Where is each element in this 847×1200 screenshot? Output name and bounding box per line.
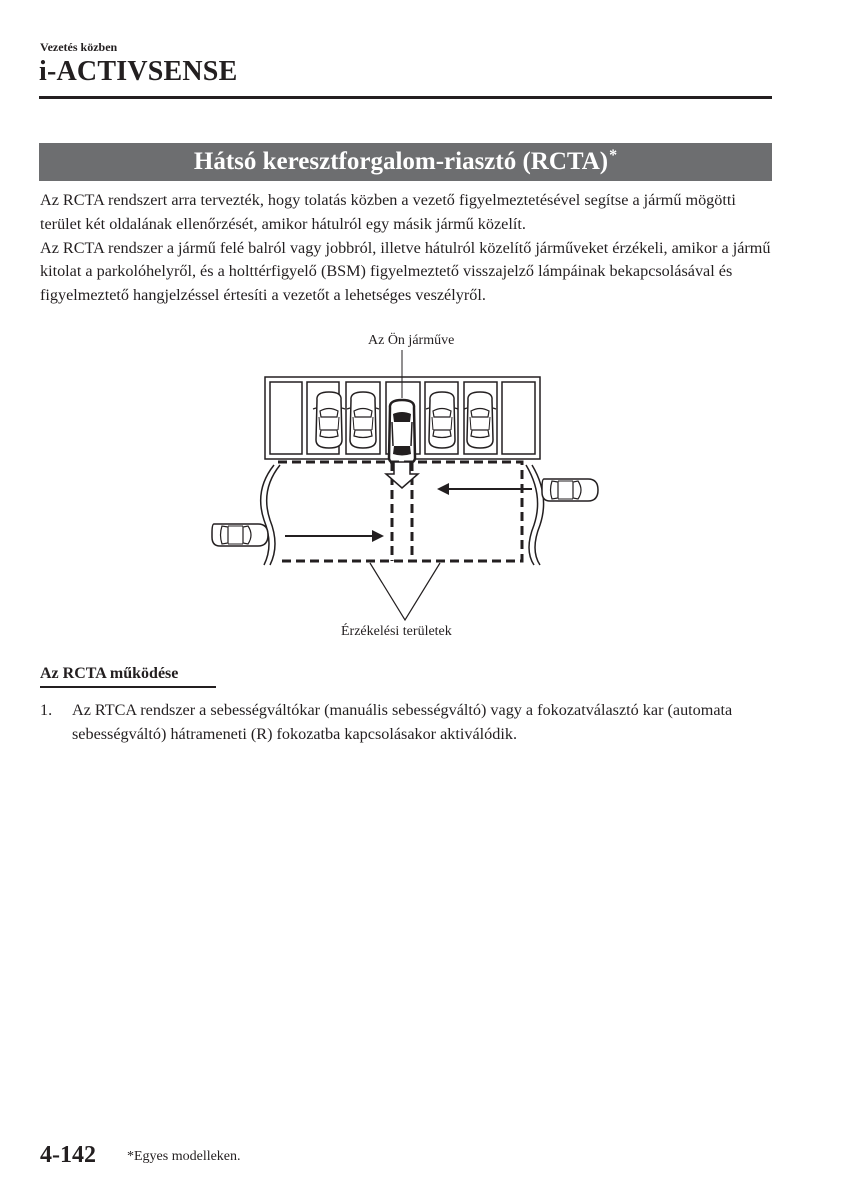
section-label: Vezetés közben	[40, 40, 118, 54]
operation-heading: Az RCTA működése	[40, 665, 179, 682]
road-edge-left	[261, 465, 274, 565]
banner-asterisk: *	[609, 147, 618, 164]
intro-paragraph: Az RCTA rendszert arra tervezték, hogy tolatás közben a vezető figyelmeztetésével segítse a jármű mögötti terület két oldalának ellenőrzését, amikor hátulról egy másik jármű közelít.	[40, 191, 736, 233]
chapter-title: i-ACTIVSENSE	[39, 56, 238, 87]
parked-car	[347, 392, 379, 448]
parked-car	[313, 392, 345, 448]
chapter-divider	[39, 96, 772, 99]
intro-text	[40, 189, 775, 308]
parking-lot-illustration	[200, 330, 620, 650]
section-banner	[39, 143, 772, 181]
parked-car	[426, 392, 458, 448]
detection-area-pointer	[370, 563, 440, 620]
parked-car	[464, 392, 496, 448]
approaching-car-right	[542, 479, 598, 501]
road-edge-right	[526, 465, 538, 565]
page-number: 4-142	[40, 1142, 96, 1168]
own-vehicle	[389, 400, 415, 464]
footnote: *Egyes modelleken.	[127, 1149, 241, 1164]
arrowhead	[437, 483, 449, 495]
banner-title: Hátsó keresztforgalom-riasztó (RCTA)	[193, 148, 609, 175]
arrowhead	[372, 530, 384, 542]
intro-paragraph: Az RCTA rendszer a jármű felé balról vagy jobbról, illetve hátulról közelítő járműveket érzékeli, amikor a jármű kitolat a parkolóhelyről, és a holttérfigyelő (BSM) figyelmeztető visszajelző lámpáinak bekapcsolásával és figyelmeztető hangjelzéssel értesíti a vezetőt a lehetséges veszélyről.	[40, 238, 771, 305]
step-number: 1.	[40, 701, 53, 719]
rcta-diagram	[200, 330, 620, 650]
own-vehicle-label: Az Ön járműve	[368, 333, 455, 348]
detection-areas-label: Érzékelési területek	[341, 624, 452, 639]
heading-underline	[40, 686, 216, 688]
step-text: Az RTCA rendszer a sebességváltókar (manuális sebességváltó) vagy a fokozatválasztó kar (automata sebességváltó) hátrameneti (R) fokozatba kapcsolásakor aktiválódik.	[72, 701, 733, 743]
approaching-car-left	[212, 524, 268, 546]
